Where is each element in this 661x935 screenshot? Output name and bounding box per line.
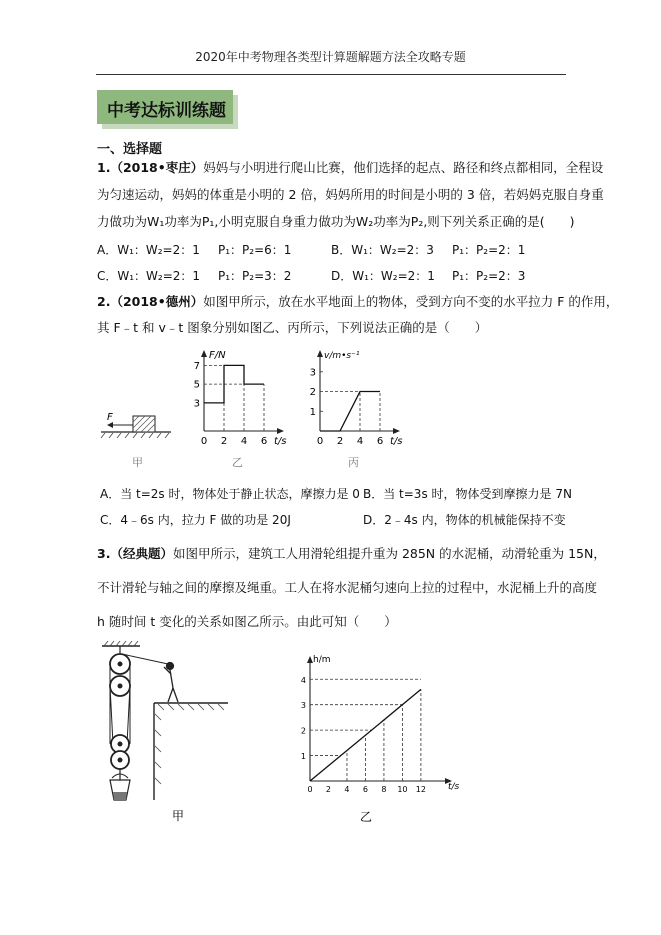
yi-xtick-label: 6 [260, 436, 268, 447]
yi-xtick-label: 4 [240, 436, 248, 447]
q2-option-d: D．2﹣4s 内，物体的机械能保持不变 [363, 513, 566, 527]
q1-number: 1. [97, 160, 111, 175]
force-label: F [107, 412, 113, 423]
q2-line1 [97, 294, 618, 310]
q2-figure-jia [97, 400, 177, 470]
bing-ytick-label: 3 [309, 367, 316, 379]
bing-series-line [320, 392, 380, 431]
q3-text-1: 如图甲所示，建筑工人用滑轮组提升重为 285N 的水泥桶，动滑轮重为 15N， [172, 546, 606, 561]
fig-label-yi-q3: 乙 [360, 810, 373, 824]
q2-source: （2018•德州） [110, 294, 204, 309]
bing-xtick-label: 6 [376, 436, 384, 447]
fig-label-yi: 乙 [232, 456, 243, 469]
yi-ytick-label: 3 [193, 398, 200, 410]
q2-line2: 其 F﹣t 和 v﹣t 图象分别如图乙、丙所示，下列说法正确的是（ ） [97, 320, 488, 335]
ht-xtick-label: 10 [397, 785, 408, 794]
q1-line3: 力做功为W₁功率为P₁,小明克服自身重力做功为W₂功率为P₂,则下列关系正确的是( ) [97, 214, 575, 229]
q2-figure-bing-chart [304, 344, 414, 472]
ht-xtick-label: 12 [415, 785, 426, 794]
ht-xtick-label: 4 [344, 785, 350, 794]
bing-xlabel: t/s [390, 436, 403, 447]
fig-label-bing: 丙 [348, 456, 359, 469]
q3-figure-ht-chart [282, 646, 462, 826]
q3-number: 3. [97, 546, 111, 561]
page-header-title: 2020年中考物理各类型计算题解题方法全攻略专题 [195, 50, 466, 64]
q1-line1 [97, 160, 603, 176]
q2-number: 2. [97, 294, 111, 309]
q1-source: （2018•枣庄） [110, 160, 204, 175]
q1-option-b: B．W₁：W₂=2：3 [331, 243, 434, 257]
q1-option-a: A．W₁：W₂=2：1 [97, 243, 200, 257]
header-divider [96, 74, 566, 75]
section-title: 一、选择题 [97, 142, 163, 157]
bing-ytick-label: 1 [309, 406, 316, 418]
ht-xtick-label: 2 [325, 785, 332, 794]
worker-figure [164, 663, 178, 703]
ht-ytick-label: 4 [300, 675, 306, 685]
q1-line2: 为匀速运动，妈妈的体重是小明的 2 倍，妈妈所用的时间是小明的 3 倍，若妈妈克服自身重 [97, 187, 604, 202]
q2-option-c: C．4﹣6s 内，拉力 F 做的功是 20J [100, 513, 291, 527]
yi-ylabel: F/N [209, 350, 226, 361]
banner-label: 中考达标训练题 [107, 101, 226, 121]
q2-option-a: A．当 t=2s 时，物体处于静止状态，摩擦力是 0 [100, 487, 360, 501]
q1-text-1: 妈妈与小明进行爬山比赛，他们选择的起点、路径和终点都相同，全程设 [203, 160, 604, 175]
bing-xtick-label: 2 [336, 436, 344, 447]
ht-ylabel: h/m [313, 655, 331, 665]
q1-option-d: D．W₁：W₂=2：1 [331, 269, 435, 283]
ht-xtick-label: 6 [362, 785, 368, 794]
q1-option-b-power: P₁：P₂=2：1 [452, 243, 526, 257]
bing-xtick-label: 0 [316, 436, 324, 447]
yi-xtick-label: 2 [220, 436, 228, 447]
yi-ytick-label: 5 [193, 379, 200, 391]
ht-xtick-label: 0 [307, 785, 313, 794]
section-banner [97, 90, 233, 124]
ht-ytick-label: 2 [300, 726, 306, 736]
ht-xtick-label: 8 [381, 785, 387, 794]
q2-text-1: 如图甲所示，放在水平地面上的物体，受到方向不变的水平拉力 F 的作用， [203, 294, 619, 309]
ht-xlabel: t/s [448, 782, 460, 792]
bing-xtick-label: 4 [356, 436, 364, 447]
yi-xlabel: t/s [274, 436, 287, 447]
ht-series-line [310, 689, 421, 781]
q1-option-c-power: P₁：P₂=3：2 [218, 269, 292, 283]
fig-label-jia: 甲 [132, 456, 143, 469]
bing-ytick-label: 2 [309, 387, 316, 399]
yi-ytick-label: 7 [193, 360, 200, 372]
q2-option-b: B．当 t=3s 时，物体受到摩擦力是 7N [363, 487, 572, 501]
q3-source: （经典题） [110, 546, 173, 561]
q1-option-a-power: P₁：P₂=6：1 [218, 243, 292, 257]
q3-figure-pulley [98, 640, 233, 835]
ht-ytick-label: 3 [300, 701, 306, 711]
yi-xtick-label: 0 [200, 436, 208, 447]
q3-line2: 不计滑轮与轴之间的摩擦及绳重。工人在将水泥桶匀速向上拉的过程中，水泥桶上升的高度 [97, 580, 598, 595]
q3-line1 [97, 546, 606, 562]
q2-figure-yi-chart [188, 344, 298, 472]
q1-option-c: C．W₁：W₂=2：1 [97, 269, 201, 283]
fig-label-jia-q3: 甲 [172, 809, 185, 823]
q1-option-d-power: P₁：P₂=2：3 [452, 269, 526, 283]
q3-line3: h 随时间 t 变化的关系如图乙所示。由此可知（ ） [97, 614, 397, 629]
ht-ytick-label: 1 [300, 752, 306, 762]
bing-ylabel: v/m•s⁻¹ [324, 351, 360, 361]
